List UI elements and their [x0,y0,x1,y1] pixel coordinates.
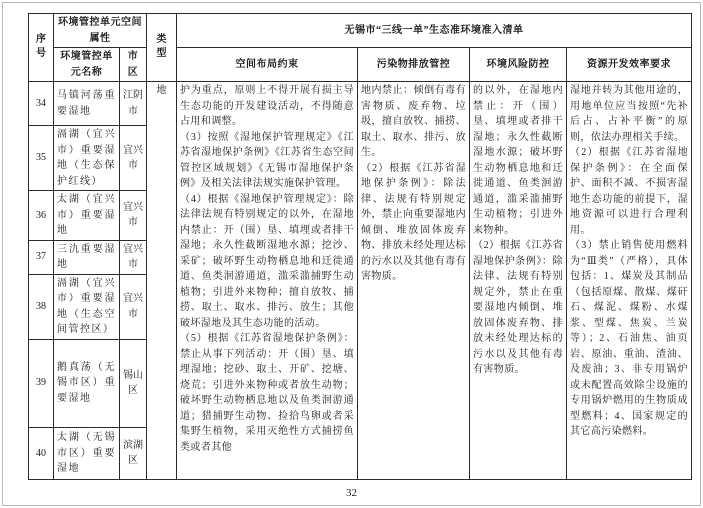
cell-unit-name: 鹅真荡（无锡市区）重要湿地 [54,339,120,427]
page-number: 32 [346,487,357,499]
paragraph: （4）根据《湿地保护管理规定》：除法律法规有特别规定的以外，在湿地内禁止：开（围）垦、填埋或者排干湿地；永久性截断湿地水源；挖沙、采矿；破坏野生动物栖息地和迁徙通道、鱼类洄游通道，滥采滥捕野生动植物；引进外来物种；擅自放牧、捕捞、取土、取水、排污、放生；其他破坏湿地及其生态功能的活动。 [180,193,354,329]
cell-spatial-constraints [177,82,358,480]
header-serial-number [29,14,54,82]
cell-serial: 37 [29,240,54,274]
paragraph: （3）按照《湿地保护管理规定》《江苏省湿地保护条例》《江苏省生态空间管控区域规划》《无锡市湿地保护条例》及相关法律法规实施保护管理。 [180,131,354,189]
cell-unit-name: 马镇河荡重要湿地 [54,82,120,126]
cell-unit-name: 三氿重要湿地 [54,240,120,274]
cell-unit-name: 太湖（无锡市区）重要湿地 [54,427,120,480]
header-type [147,14,177,82]
header-district: 市区 [120,48,147,82]
cell-serial: 39 [29,339,54,427]
header-risk-prevention: 环境风险防控 [470,48,567,82]
header-type-label: 类型 [156,34,167,60]
cell-pollution-control [358,82,470,480]
header-serial-number-label: 序号 [36,34,47,60]
paragraph: （2）根据《江苏省湿地保护条例》：除法律、法规有特别规定外，禁止在重要湿地内倾倒、堆放固体废弃物、排放未经处理达标的污水以及其他有毒有害物质。 [473,240,563,375]
paragraph: （3）禁止销售使用燃料为“Ⅲ类”（严格），具体包括：1、煤炭及其制品（包括原煤、散煤、煤矸石、煤泥、煤粉、水煤浆、型煤、焦炭、兰炭等）；2、石油焦、油页岩、原油、重油、渣油、及废油；3、非专用锅炉或未配置高效除尘设施的专用锅炉燃用的生物质成型燃料；4、国家规定的其它高污染燃料。 [570,240,688,437]
cell-serial: 40 [29,427,54,480]
paragraph: 的以外，在湿地内禁止：开（围）垦、填埋或者排干湿地；永久性截断湿地水源；破坏野生动物栖息地和迁徙通道、鱼类洄游通道，滥采滥捕野生动植物；引进外来物种。 [473,85,563,236]
cell-serial: 34 [29,82,54,126]
paragraph: 地内禁止：倾倒有毒有害物质、废弃物、垃圾，擅自放牧、捕捞、取土、取水、排污、放生。 [361,85,466,158]
cell-serial: 36 [29,191,54,241]
cell-district: 宜兴市 [120,191,147,241]
paragraph: （2）根据《江苏省湿地保护条例》：除法律、法规有特别规定外，禁止向重要湿地内倾倒、堆放固体废弃物、排放未经处理达标的污水以及其他有毒有害物质。 [361,162,466,282]
header-resource-efficiency: 资源开发效率要求 [567,48,692,82]
document-title: 无锡市“三线一单”生态准环境准入清单 [177,14,692,48]
header-group-spatial-attribute: 环境管控单元空间属性 [54,14,147,48]
table-row [29,82,692,126]
cell-unit-name: 滆湖（宜兴市）重要湿地（生态空间管控区） [54,274,120,339]
cell-district: 宜兴市 [120,126,147,191]
cell-district: 宜兴市 [120,274,147,339]
header-unit-name: 环境管控单元名称 [54,48,120,82]
paragraph: （2）根据《江苏省湿地保护条例》：在全面保护、面积不减、不损害湿地生态功能的前提下，湿地资源可以进行合理利用。 [570,147,688,236]
header-pollution-control: 污染物排放管控 [358,48,470,82]
cell-district: 江阴市 [120,82,147,126]
cell-resource-efficiency [567,82,692,480]
document-page [2,2,701,506]
paragraph: 湿地并转为其他用途的，用地单位应当按照“先补后占、占补平衡”的原则，依法办理相关手续。 [570,85,688,143]
header-spatial-constraints: 空间布局约束 [177,48,358,82]
cell-district: 滨湖区 [120,427,147,480]
cell-district: 宜兴市 [120,240,147,274]
cell-serial: 35 [29,126,54,191]
cell-type-continuation: 地 [147,82,177,480]
paragraph: 护为重点，原则上不得开展有损主导生态功能的开发建设活动，不得随意占用和调整。 [180,85,354,127]
cell-district: 锡山区 [120,339,147,427]
cell-serial: 38 [29,274,54,339]
eco-access-table [28,13,692,480]
cell-unit-name: 太湖（宜兴市）重要湿地 [54,191,120,241]
cell-risk-prevention [470,82,567,480]
cell-unit-name: 滆湖（宜兴市）重要湿地（生态保护红线） [54,126,120,191]
paragraph: （5）根据《江苏省湿地保护条例》：禁止从事下列活动：开（围）垦、填埋湿地；挖砂、取土、开矿、挖塘、烧荒；引进外来物种或者放生动物；破坏野生动物栖息地以及鱼类洄游通道；猎捕野生动物、捡拾鸟卵或者采集野生植物，采用灭绝性方式捕捞鱼类或者其他 [180,333,354,453]
